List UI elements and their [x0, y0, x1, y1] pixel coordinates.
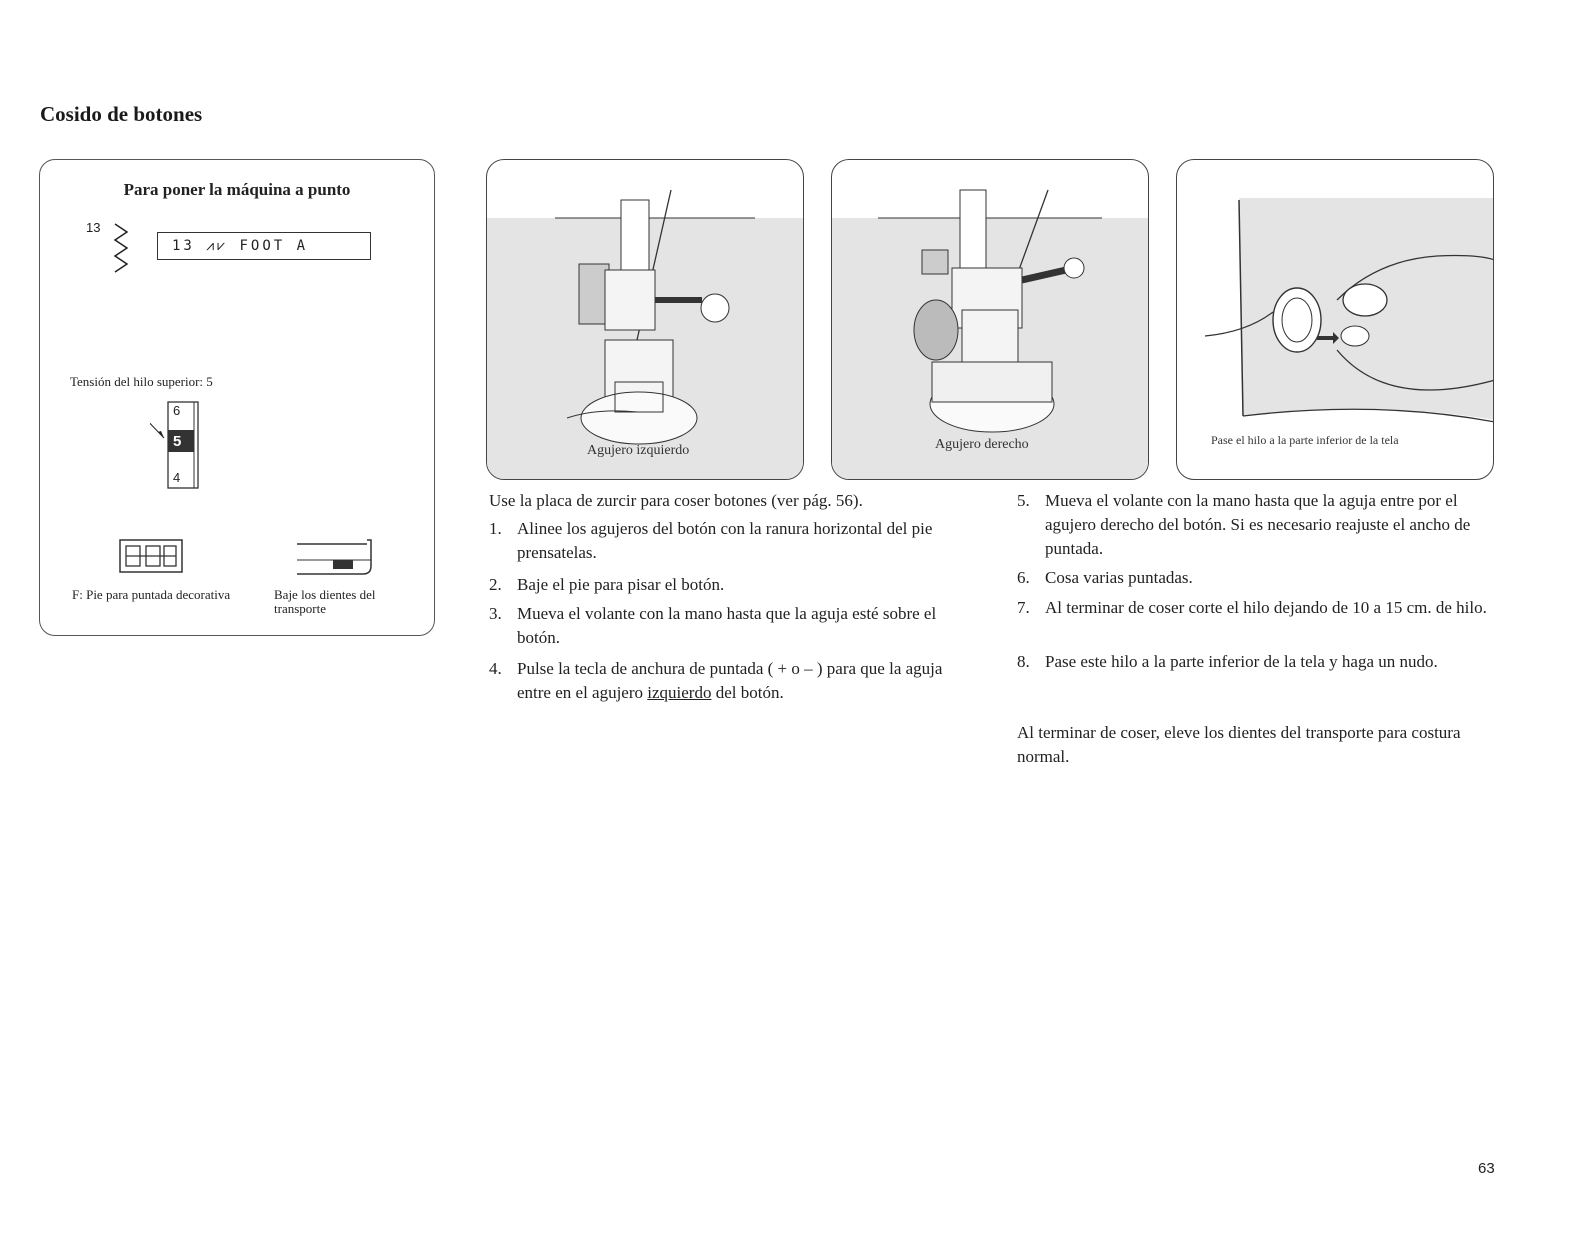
step-text: Mueva el volante con la mano hasta que la aguja esté sobre el botón.: [517, 604, 937, 647]
step-text: Cosa varias puntadas.: [1045, 568, 1193, 587]
step-number: 1.: [489, 519, 502, 538]
caption-left-hole: Agujero izquierdo: [587, 443, 690, 458]
step-item: [1017, 566, 1487, 590]
step-text: Alinee los agujeros del botón con la ranura horizontal del pie prensatelas.: [517, 519, 933, 562]
caption-right-hole: Agujero derecho: [935, 437, 1029, 452]
lcd-display: 13 ⩘⩗ FOOT A: [157, 232, 371, 260]
stitch-number: 13: [86, 220, 101, 235]
step-item: [489, 602, 959, 650]
page-number: 63: [1478, 1160, 1495, 1177]
foot-f-label: F: Pie para puntada decorativa: [72, 587, 231, 602]
figure-left-hole: [486, 159, 804, 480]
tension-value-4: 4: [173, 470, 181, 485]
tension-value-5: 5: [173, 433, 182, 450]
step-number: 7.: [1017, 598, 1030, 617]
feed-dog-icon: [295, 538, 375, 578]
step-text: Baje el pie para pisar el botón.: [517, 575, 725, 594]
step-number: 6.: [1017, 568, 1030, 587]
tension-value-6: 6: [173, 403, 181, 418]
setup-panel: [39, 159, 435, 636]
figure-right-hole: [831, 159, 1149, 480]
step-item: [489, 573, 959, 597]
underlined-word: izquierdo: [647, 683, 712, 702]
step-text-part: Pulse la tecla de anchura de puntada ( + o – ) para que la aguja entre en el agujero: [517, 659, 943, 702]
tension-label: Tensión del hilo superior: 5: [70, 374, 213, 389]
step-text: Mueva el volante con la mano hasta que la aguja entre por el agujero derecho del botón. Si es necesario reajuste el ancho de puntada.: [1045, 491, 1471, 558]
sewing-foot-left-illustration: [487, 160, 804, 480]
closing-text: Al terminar de coser, eleve los dientes del transporte para costura normal.: [1017, 723, 1461, 766]
step-number: 2.: [489, 575, 502, 594]
presser-foot-f-icon: [118, 536, 184, 576]
figure-thread-under: [1176, 159, 1494, 480]
page-title: Cosido de botones: [40, 102, 203, 126]
step-number: 3.: [489, 604, 502, 623]
button-thread-illustration: [1177, 160, 1494, 480]
setup-heading: Para poner la máquina a punto: [123, 180, 351, 199]
step-item: [489, 657, 959, 705]
step-text: Pase este hilo a la parte inferior de la tela y haga un nudo.: [1045, 652, 1438, 671]
step-number: 5.: [1017, 491, 1030, 510]
caption-thread-under: Pase el hilo a la parte inferior de la tela: [1211, 433, 1399, 447]
step-number: 8.: [1017, 652, 1030, 671]
feed-dog-label: Baje los dientes del transporte: [274, 587, 376, 616]
intro-text: Use la placa de zurcir para coser botones (ver pág. 56).: [489, 491, 863, 510]
step-item: [1017, 489, 1487, 561]
step-text-part: del botón.: [711, 683, 784, 702]
zigzag-stitch-icon: [113, 220, 129, 278]
step-text: [517, 657, 959, 705]
step-number: 4.: [489, 659, 502, 678]
step-item: [1017, 650, 1487, 674]
step-item: [489, 517, 959, 565]
step-item: [1017, 596, 1487, 620]
step-text: Al terminar de coser corte el hilo dejando de 10 a 15 cm. de hilo.: [1045, 598, 1487, 617]
sewing-foot-right-illustration: [832, 160, 1149, 480]
